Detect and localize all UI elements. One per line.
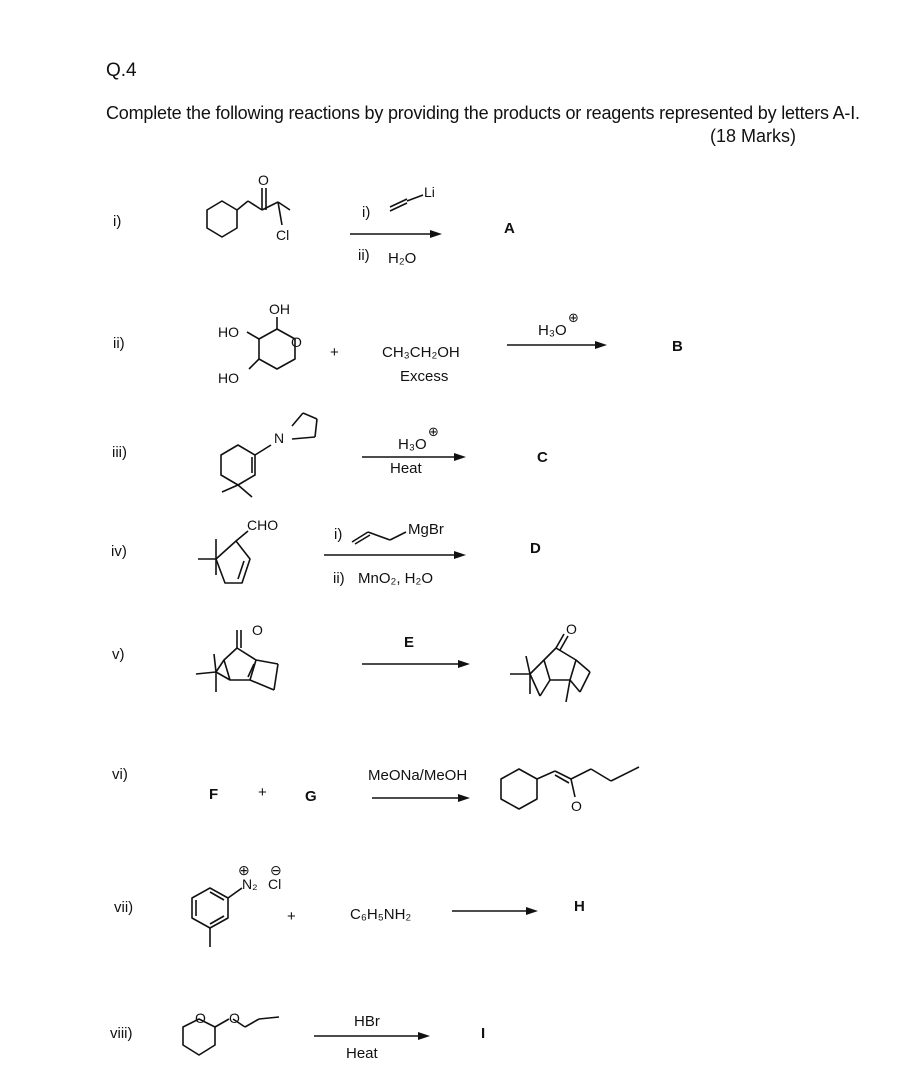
plus-sign: +: [287, 908, 296, 925]
reaction-number: v): [112, 646, 125, 663]
negative-charge-icon: ⊖: [270, 862, 282, 878]
step-label: ii): [333, 570, 345, 587]
reagent-label: CH₃CH₂OH: [382, 344, 460, 361]
reagent-note: Excess: [400, 368, 449, 385]
ether-oxygen-label: O: [229, 1010, 240, 1026]
reactant-letter: F: [209, 786, 219, 803]
reaction-arrow: [450, 905, 540, 917]
oxygen-label: O: [252, 622, 263, 638]
reagent-letter: E: [404, 634, 415, 651]
reagent-label: HBr: [354, 1013, 380, 1030]
positive-charge-icon: ⊕: [238, 862, 250, 878]
reaction-number: iii): [112, 444, 127, 461]
product-label: A: [504, 220, 515, 237]
reaction-arrow: [322, 549, 468, 561]
enamine-structure: [205, 405, 330, 500]
condition-label: Heat: [346, 1045, 378, 1062]
ring-oxygen-label: O: [195, 1010, 206, 1026]
chloride-label: Cl: [268, 876, 282, 892]
reaction-number: ii): [113, 335, 125, 352]
hydroxyl-label: HO: [218, 370, 239, 386]
positive-charge-icon: ⊕: [428, 424, 439, 439]
product-label: H: [574, 898, 585, 915]
marks-label: (18 Marks): [709, 126, 796, 146]
reagent-label: MnO₂, H₂O: [358, 570, 433, 587]
chlorine-label: Cl: [276, 227, 290, 243]
reaction-arrow: [505, 339, 609, 351]
step-label: ii): [358, 247, 370, 264]
reactant-letter: G: [305, 788, 317, 805]
step-label: i): [334, 526, 343, 543]
oxygen-label: O: [571, 798, 582, 814]
reaction-number: iv): [111, 543, 127, 560]
reagent-label: MgBr: [408, 521, 444, 538]
tetrahydropyranyl-ether-structure: [175, 1005, 290, 1065]
question-number: Q.4: [106, 60, 137, 81]
condition-label: Heat: [390, 460, 422, 477]
cyclohexyl-chloroketone-structure: [190, 168, 310, 248]
lithium-label: Li: [424, 184, 435, 200]
pyranose-triol-structure: [215, 297, 330, 392]
allyl-grignard-structure: [350, 520, 410, 546]
reagent-label: MeONa/MeOH: [368, 767, 468, 784]
diazonium-label: N₂: [242, 876, 258, 892]
oxygen-label: O: [258, 172, 269, 188]
enone-product-structure: [495, 755, 655, 820]
bicyclic-ketone-product-structure: [500, 620, 600, 715]
reaction-number: vii): [114, 899, 134, 916]
product-label: D: [530, 540, 541, 557]
product-label: C: [537, 449, 548, 466]
reaction-number: viii): [110, 1025, 133, 1042]
bicyclic-enone-structure: [190, 622, 290, 712]
reagent-label: H₂O: [388, 250, 417, 267]
reaction-arrow: [348, 228, 444, 240]
oxygen-label: O: [566, 621, 577, 637]
reagent-label: C₆H₅NH₂: [350, 906, 412, 923]
positive-charge-icon: ⊕: [568, 310, 579, 325]
plus-sign: +: [330, 344, 339, 361]
reaction-arrow: [360, 658, 472, 670]
reagent-label: H₃O: [398, 436, 427, 453]
cyclopentene-aldehyde-structure: [190, 513, 290, 593]
question-instruction: Complete the following reactions by providing the products or reagents represented by letters A-I.: [106, 103, 860, 123]
reaction-number: i): [113, 213, 122, 230]
ring-oxygen-label: O: [291, 334, 302, 350]
catalyst-label: H₃O: [538, 322, 567, 339]
vinyllithium-structure: [385, 183, 445, 215]
reaction-arrow: [312, 1030, 432, 1042]
hydroxyl-label: HO: [218, 324, 239, 340]
aldehyde-label: CHO: [247, 517, 279, 533]
step-label: i): [362, 204, 371, 221]
hydroxyl-label: OH: [269, 301, 290, 317]
product-label: I: [481, 1025, 486, 1042]
nitrogen-label: N: [274, 430, 285, 446]
reaction-number: vi): [112, 766, 128, 783]
product-label: B: [672, 338, 683, 355]
reaction-arrow: [370, 792, 472, 804]
plus-sign: +: [258, 784, 267, 801]
diazonium-salt-structure: [180, 855, 290, 955]
